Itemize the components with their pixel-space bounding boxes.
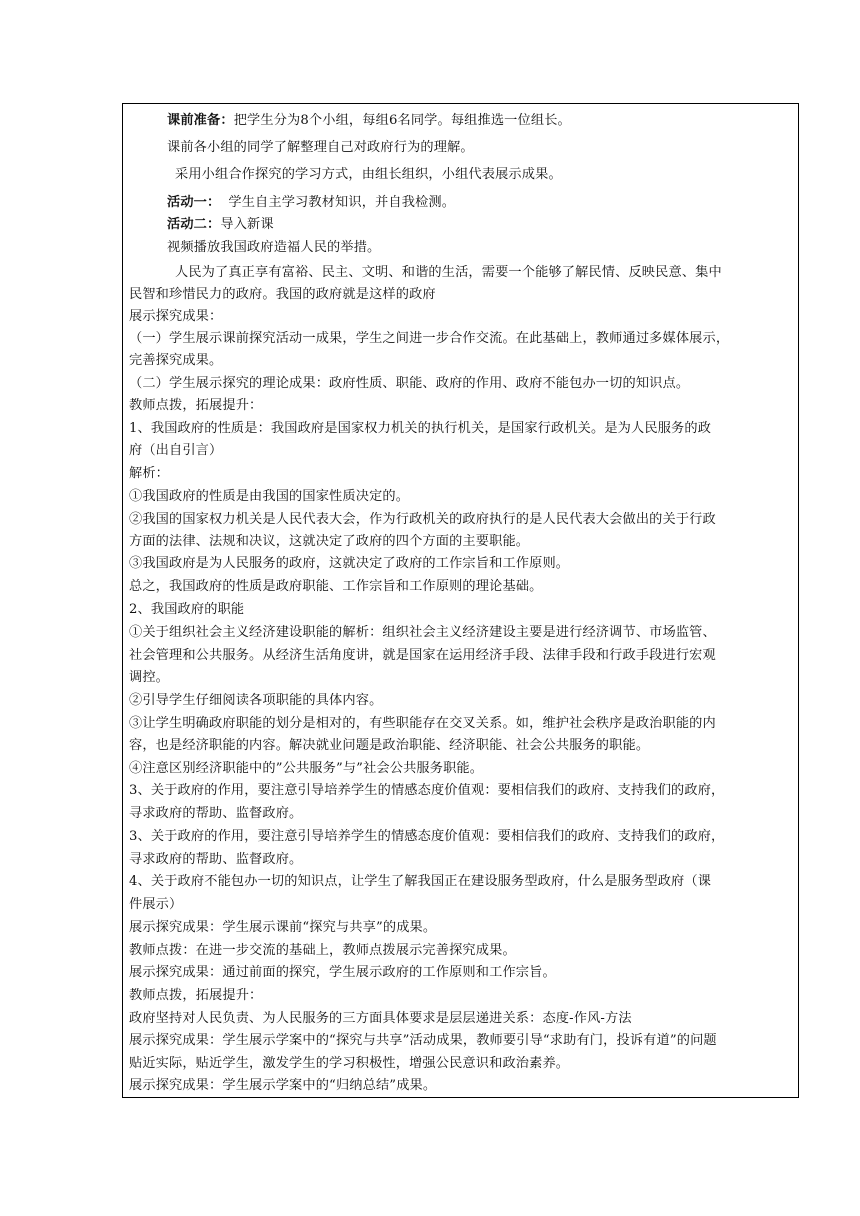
function-1-line-3: 调控。: [129, 670, 170, 685]
show-results-3: 展示探究成果：通过前面的探究，学生展示政府的工作原则和工作宗旨。: [129, 965, 556, 980]
function-1-line-1: ①关于组织社会主义经济建设职能的解析：组织社会主义经济建设主要是进行经济调节、市场监管、: [129, 625, 716, 640]
point-1-line-1: 1、我国政府的性质是：我国政府是国家权力机关的执行机关，是国家行政机关。是为人民服务的政: [129, 421, 712, 436]
function-4: ④注意区别经济职能中的”公共服务”与”社会公共服务职能。: [129, 761, 484, 776]
function-2: ②引导学生仔细阅读各项职能的具体内容。: [129, 693, 383, 708]
activity-two: [167, 214, 274, 236]
point-3a-line-1: 3、关于政府的作用，要注意引导培养学生的情感态度价值观：要相信我们的政府、支持我们的政府，: [129, 783, 725, 798]
part-one-line-2: 完善探究成果。: [129, 353, 223, 368]
function-3-line-2: 容，也是经济职能的内容。解决就业问题是政治职能、经济职能、社会公共服务的职能。: [129, 738, 650, 753]
analysis-label: 解析：: [129, 466, 170, 481]
show-results-5: 展示探究成果：学生展示学案中的“归纳总结”成果。: [129, 1078, 437, 1093]
analysis-1: ①我国政府的性质是由我国的国家性质决定的。: [129, 489, 410, 504]
part-two: （二）学生展示探究的理论成果：政府性质、职能、政府的作用、政府不能包办一切的知识点。: [129, 376, 690, 391]
point-2-heading: 2、我国政府的职能: [129, 602, 245, 617]
analysis-2-line-2: 方面的法律、法规和决议，这就决定了政府的四个方面的主要职能。: [129, 534, 530, 549]
prep-line-3: 采用小组合作探究的学习方式，由组长组织，小组代表展示成果。: [175, 167, 562, 182]
function-1-line-2: 社会管理和公共服务。从经济生活角度讲，就是国家在运用经济手段、法律手段和行政手段进行宏观: [129, 648, 716, 663]
analysis-3: ③我国政府是为人民服务的政府，这就决定了政府的工作宗旨和工作原则。: [129, 556, 570, 571]
people-line-2: 民智和珍惜民力的政府。我国的政府就是这样的政府: [129, 287, 436, 302]
activity-one: [167, 192, 455, 214]
principle-line: 政府坚持对人民负责、为人民服务的三方面具体要求是层层递进关系：态度-作风-方法: [129, 1011, 632, 1026]
show-results-1: 展示探究成果：: [129, 309, 223, 324]
part-one-line-1: （一）学生展示课前探究活动一成果，学生之间进一步合作交流。在此基础上，教师通过多媒体展示，: [129, 331, 730, 346]
point-1-line-2: 府（出自引言）: [129, 443, 223, 458]
teacher-guide-3: 教师点拨，拓展提升：: [129, 988, 263, 1003]
video-line: 视频播放我国政府造福人民的举措。: [167, 240, 381, 255]
show-results-2: 展示探究成果：学生展示课前“探究与共享”的成果。: [129, 920, 437, 935]
activity-two-text: 导入新课: [220, 217, 274, 232]
show-results-4-line-1: 展示探究成果：学生展示学案中的“探究与共享”活动成果，教师要引导“求助有门，投诉有道”的问题: [129, 1033, 717, 1048]
activity-two-label: 活动二：: [167, 217, 221, 232]
summary: 总之，我国政府的性质是政府职能、工作宗旨和工作原则的理论基础。: [129, 579, 543, 594]
point-3a-line-2: 寻求政府的帮助、监督政府。: [129, 806, 303, 821]
teacher-guide-2: 教师点拨：在进一步交流的基础上，教师点拨展示完善探究成果。: [129, 943, 516, 958]
point-3b-line-2: 寻求政府的帮助、监督政府。: [129, 852, 303, 867]
point-4-line-2: 件展示）: [129, 897, 183, 912]
point-3b-line-1: 3、关于政府的作用，要注意引导培养学生的情感态度价值观：要相信我们的政府、支持我们的政府，: [129, 829, 725, 844]
analysis-2-line-1: ②我国的国家权力机关是人民代表大会，作为行政机关的政府执行的是人民代表大会做出的关于行政: [129, 512, 716, 527]
prep-text: 把学生分为8个小组，每组6名同学。每组推选一位组长。: [233, 113, 571, 128]
teacher-guide-1: 教师点拨，拓展提升：: [129, 398, 263, 413]
point-4-line-1: 4、关于政府不能包办一切的知识点，让学生了解我国正在建设服务型政府，什么是服务型政府（课: [129, 874, 712, 889]
people-line-1: 人民为了真正享有富裕、民主、文明、和谐的生活，需要一个能够了解民情、反映民意、集中: [175, 265, 722, 280]
activity-one-text: 学生自主学习教材知识，并自我检测。: [228, 195, 456, 210]
prep-line-2: 课前各小组的同学了解整理自己对政府行为的理解。: [167, 140, 474, 155]
function-3-line-1: ③让学生明确政府职能的划分是相对的，有些职能存在交叉关系。如，维护社会秩序是政治职能的内: [129, 716, 716, 731]
activity-one-label: 活动一：: [167, 195, 221, 210]
show-results-4-line-2: 贴近实际，贴近学生，激发学生的学习积极性，增强公民意识和政治素养。: [129, 1056, 570, 1071]
prep-label: 课前准备：: [167, 113, 234, 128]
prep-line: [167, 110, 571, 132]
